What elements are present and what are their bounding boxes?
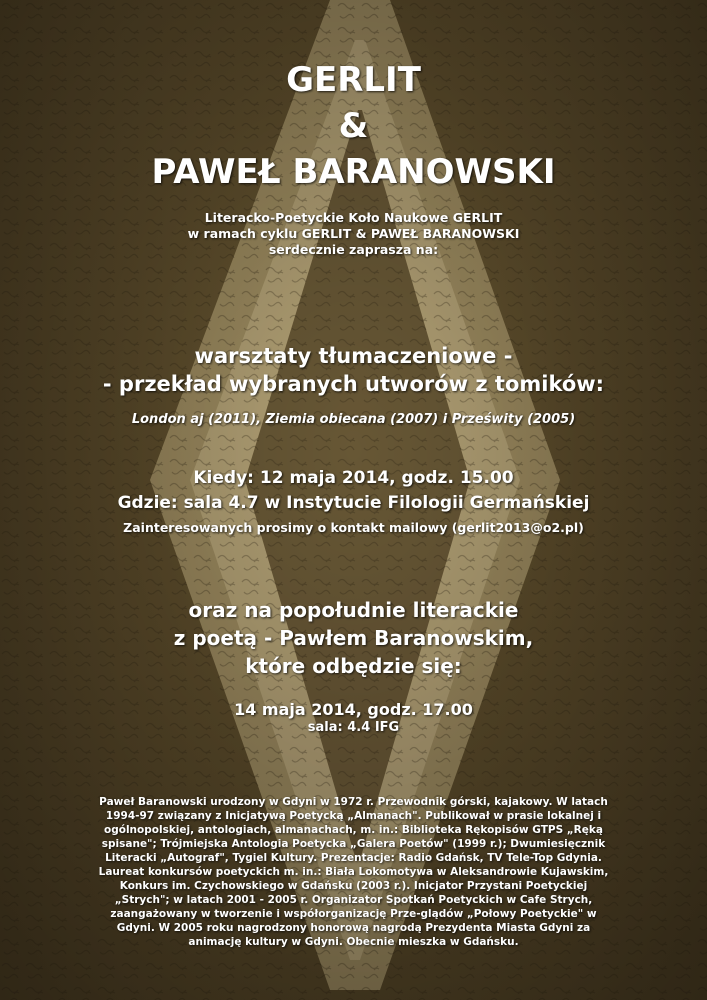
intro-text <box>0 210 707 258</box>
event-room: sala: 4.4 IFG <box>307 720 400 735</box>
poet-biography <box>0 795 707 949</box>
bio-line: ogólnopolskiej, antologiach, almanachach, m. in.: Biblioteka Rękopisów GTPS „Ręką <box>104 824 603 836</box>
afternoon-line: oraz na popołudnie literackie <box>188 598 519 622</box>
bio-line: „Strych"; w latach 2001 - 2005 r. Organizator Spotkań Poetyckich w Cafe Strych, <box>114 894 593 906</box>
afternoon-line: z poetą - Pawłem Baranowskim, <box>173 626 534 650</box>
bio-line: animację kultury w Gdyni. Obecnie mieszka w Gdańsku. <box>188 936 519 948</box>
contact-text: Zainteresowanych prosimy o kontakt mailowy (gerlit2013@o2.pl) <box>123 520 584 535</box>
intro-line: serdecznie zaprasza na: <box>268 242 439 257</box>
bio-line: Laureat konkursów poetyckich m. in.: Biała Lokomotywa w Aleksandrowie Kujawskim, <box>98 866 609 878</box>
afternoon-heading <box>0 596 707 680</box>
bio-line: Literacki „Autograf", Tygiel Kultury. Prezentacje: Radio Gdańsk, TV Tele-Top Gdynia. <box>105 852 602 864</box>
title-baranowski: PAWEŁ BARANOWSKI <box>151 152 556 192</box>
bio-line: 1994-97 związany z Inicjatywą Poetycką „Almanach". Publikował w prasie lokalnej i <box>105 810 602 822</box>
bio-line: zaangażowany w tworzenie i współorganizację Prze-glądów „Połowy Poetyckie" w <box>110 908 597 920</box>
intro-line: w ramach cyklu GERLIT & PAWEŁ BARANOWSKI <box>187 226 520 241</box>
bio-line: Paweł Baranowski urodzony w Gdyni w 1972 r. Przewodnik górski, kajakowy. W latach <box>99 796 608 808</box>
works-list: London aj (2011), Ziemia obiecana (2007) i Prześwity (2005) <box>131 412 576 427</box>
afternoon-line: które odbędzie się: <box>245 654 462 678</box>
title-gerlit: GERLIT <box>286 60 421 100</box>
event-datetime: 14 maja 2014, godz. 17.00 <box>234 700 473 719</box>
workshop-heading <box>0 342 707 398</box>
where-text: Gdzie: sala 4.7 w Instytucie Filologii Germańskiej <box>117 493 590 513</box>
bio-line: spisane"; Trójmiejska Antologia Poetycka „Galera Poetów" (1999 r.); Dwumiesięcznik <box>101 838 606 850</box>
bio-line: Gdyni. W 2005 roku nagrodzony honorową nagrodą Prezydenta Miasta Gdyni za <box>116 922 591 934</box>
bio-line: Konkurs im. Czychowskiego w Gdańsku (2003 r.). Inicjator Przystani Poetyckiej <box>119 880 588 892</box>
when-text: Kiedy: 12 maja 2014, godz. 15.00 <box>193 468 514 488</box>
event-details <box>0 466 707 516</box>
workshop-line: warsztaty tłumaczeniowe - <box>194 344 513 368</box>
afternoon-event <box>0 700 707 737</box>
intro-line: Literacko-Poetyckie Koło Naukowe GERLIT <box>204 210 503 225</box>
workshop-line: - przekład wybranych utworów z tomików: <box>102 372 605 396</box>
title-ampersand: & <box>338 106 369 146</box>
